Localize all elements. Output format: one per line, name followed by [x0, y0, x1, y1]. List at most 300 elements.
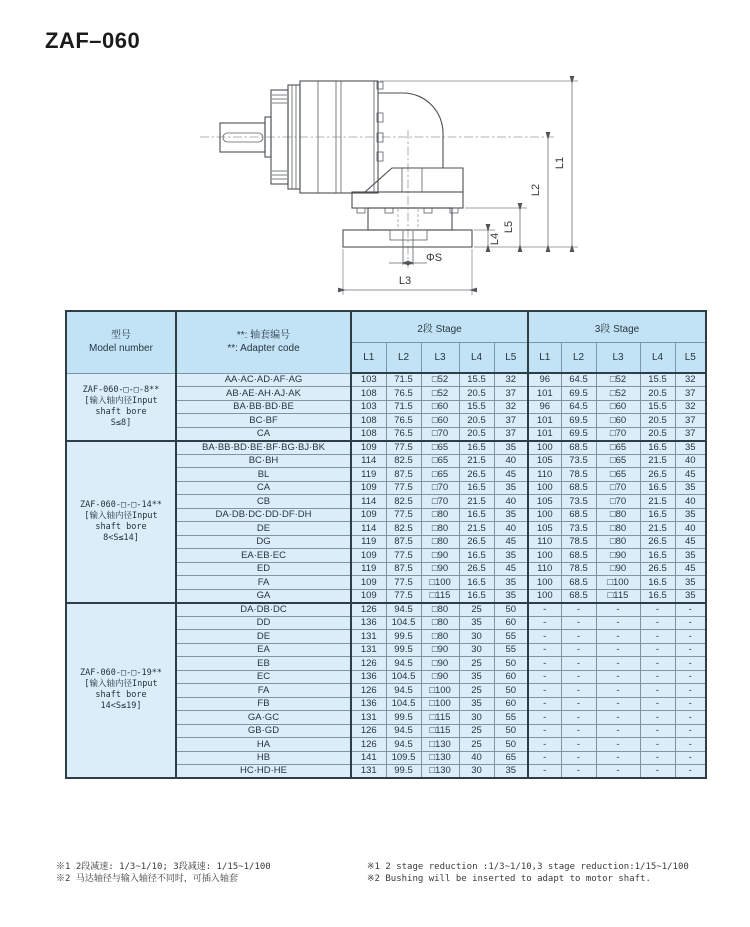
adapter-code-cell: BA·BB·BD·BE	[176, 400, 351, 414]
dim-value-cell: 21.5	[459, 454, 494, 468]
dim-value-cell: □80	[421, 630, 459, 644]
dim-value-cell: -	[675, 738, 706, 752]
dim-value-cell: 50	[494, 603, 528, 617]
dimension-l5	[503, 210, 520, 245]
dim-value-cell: 20.5	[459, 387, 494, 401]
dim-value-cell: 82.5	[386, 495, 421, 509]
dim-value-cell: □80	[421, 603, 459, 617]
dim-value-cell: 131	[351, 711, 386, 725]
adapter-code-cell: AB·AE·AH·AJ·AK	[176, 387, 351, 401]
dimension-table	[65, 310, 707, 779]
dim-value-cell: 68.5	[561, 481, 596, 495]
dim-value-cell: 55	[494, 630, 528, 644]
dim-value-cell: 73.5	[561, 454, 596, 468]
dim-value-cell: -	[561, 684, 596, 698]
dim-value-cell: -	[640, 670, 675, 684]
dimension-phi-s	[389, 252, 442, 264]
dim-value-cell: -	[596, 751, 640, 765]
adapter-code-cell: CB	[176, 495, 351, 509]
plate-tabs	[357, 208, 458, 213]
dim-value-cell: -	[675, 765, 706, 779]
dim-value-cell: □60	[421, 414, 459, 428]
header-dim: L3	[421, 343, 459, 374]
dim-value-cell: 69.5	[561, 427, 596, 441]
model-number-cell: ZAF-060-□-□-14** [输入轴内径Input shaft bore 8<S≤14]	[66, 441, 176, 603]
dim-value-cell: 96	[528, 373, 561, 387]
dim-value-cell: 131	[351, 643, 386, 657]
dim-value-cell: 99.5	[386, 630, 421, 644]
dim-value-cell: 21.5	[640, 522, 675, 536]
dim-value-cell: □130	[421, 765, 459, 779]
dim-value-cell: -	[561, 751, 596, 765]
adapter-code-cell: DE	[176, 522, 351, 536]
dim-value-cell: □115	[596, 589, 640, 603]
dim-value-cell: 35	[494, 441, 528, 455]
dim-value-cell: □65	[596, 441, 640, 455]
header-stage2: 2段 Stage	[351, 311, 528, 343]
dim-value-cell: 30	[459, 711, 494, 725]
dim-value-cell: 126	[351, 738, 386, 752]
dim-value-cell: -	[596, 711, 640, 725]
dim-value-cell: 105	[528, 454, 561, 468]
dim-value-cell: 32	[494, 400, 528, 414]
dim-value-cell: 16.5	[640, 508, 675, 522]
dim-value-cell: □115	[421, 589, 459, 603]
dim-value-cell: 99.5	[386, 765, 421, 779]
dim-value-cell: □90	[421, 549, 459, 563]
dim-value-cell: 78.5	[561, 468, 596, 482]
dim-value-cell: 15.5	[640, 373, 675, 387]
dim-value-cell: 15.5	[640, 400, 675, 414]
dim-value-cell: 16.5	[640, 576, 675, 590]
dim-value-cell: -	[561, 603, 596, 617]
dim-value-cell: □80	[421, 616, 459, 630]
dim-value-cell: -	[596, 616, 640, 630]
header-adapter	[176, 311, 351, 373]
dim-value-cell: 77.5	[386, 508, 421, 522]
dim-value-cell: 16.5	[459, 481, 494, 495]
model-number-cell: ZAF-060-□-□-8** [输入轴内径Input shaft bore S≤8]	[66, 373, 176, 441]
dim-value-cell: 21.5	[459, 522, 494, 536]
dim-value-cell: □90	[421, 670, 459, 684]
dimension-l4	[488, 231, 501, 245]
dimension-l3	[345, 275, 470, 290]
adapter-code-cell: FA	[176, 684, 351, 698]
dim-value-cell: 77.5	[386, 549, 421, 563]
adapter-code-cell: AA·AC·AD·AF·AG	[176, 373, 351, 387]
dim-value-cell: □80	[421, 535, 459, 549]
table-row	[66, 441, 706, 455]
dim-value-cell: 100	[528, 576, 561, 590]
dim-value-cell: □100	[421, 697, 459, 711]
header-adapter-en: **: Adapter code	[227, 343, 300, 355]
adapter-code-cell: GA	[176, 589, 351, 603]
dim-value-cell: -	[640, 751, 675, 765]
dim-value-cell: 55	[494, 643, 528, 657]
dim-value-cell: 30	[459, 630, 494, 644]
dim-value-cell: □115	[421, 724, 459, 738]
dim-value-cell: -	[528, 630, 561, 644]
dim-value-cell: 77.5	[386, 441, 421, 455]
dim-value-cell: -	[561, 616, 596, 630]
dim-value-cell: 35	[494, 508, 528, 522]
adapter-code-cell: GA·GC	[176, 711, 351, 725]
header-model	[66, 311, 176, 373]
dim-value-cell: □115	[421, 711, 459, 725]
dim-value-cell: -	[528, 670, 561, 684]
dim-value-cell: 109.5	[386, 751, 421, 765]
dim-value-cell: □80	[596, 522, 640, 536]
dim-value-cell: -	[596, 684, 640, 698]
dim-value-cell: □70	[421, 495, 459, 509]
dim-value-cell: 64.5	[561, 400, 596, 414]
dim-value-cell: □65	[421, 468, 459, 482]
dim-value-cell: -	[675, 630, 706, 644]
dim-value-cell: 40	[675, 495, 706, 509]
dim-value-cell: 104.5	[386, 670, 421, 684]
dim-value-cell: □80	[421, 522, 459, 536]
dim-value-cell: -	[596, 603, 640, 617]
adapter-code-cell: HC·HD·HE	[176, 765, 351, 779]
dim-value-cell: 40	[459, 751, 494, 765]
dim-value-cell: -	[640, 697, 675, 711]
header-dim: L5	[494, 343, 528, 374]
dim-value-cell: -	[528, 616, 561, 630]
dim-value-cell: 109	[351, 549, 386, 563]
dim-value-cell: 26.5	[459, 562, 494, 576]
header-dim: L5	[675, 343, 706, 374]
dim-value-cell: 45	[494, 535, 528, 549]
dim-value-cell: 126	[351, 684, 386, 698]
dim-value-cell: 37	[675, 427, 706, 441]
dim-value-cell: □60	[421, 400, 459, 414]
output-neck	[368, 208, 452, 230]
dim-value-cell: □70	[421, 427, 459, 441]
dim-value-cell: 99.5	[386, 643, 421, 657]
dim-label-l3: L3	[398, 275, 412, 287]
dim-value-cell: 55	[494, 711, 528, 725]
dim-value-cell: -	[596, 630, 640, 644]
dim-value-cell: -	[561, 643, 596, 657]
dim-value-cell: □52	[421, 387, 459, 401]
dim-value-cell: -	[675, 670, 706, 684]
dim-value-cell: 94.5	[386, 657, 421, 671]
dim-value-cell: 35	[494, 765, 528, 779]
dim-value-cell: 35	[494, 549, 528, 563]
dim-value-cell: 103	[351, 400, 386, 414]
dim-value-cell: □60	[596, 400, 640, 414]
dim-value-cell: -	[528, 643, 561, 657]
dim-value-cell: □100	[596, 576, 640, 590]
dim-value-cell: 40	[494, 522, 528, 536]
dim-value-cell: -	[640, 765, 675, 779]
dim-value-cell: -	[561, 697, 596, 711]
dim-value-cell: 16.5	[640, 589, 675, 603]
dim-value-cell: 60	[494, 697, 528, 711]
dim-value-cell: 21.5	[640, 495, 675, 509]
dim-value-cell: 77.5	[386, 576, 421, 590]
dim-value-cell: -	[675, 724, 706, 738]
dim-value-cell: 40	[675, 454, 706, 468]
dim-value-cell: 82.5	[386, 454, 421, 468]
dim-value-cell: 20.5	[640, 414, 675, 428]
dim-value-cell: 26.5	[640, 535, 675, 549]
dim-value-cell: 101	[528, 414, 561, 428]
dim-value-cell: 40	[675, 522, 706, 536]
dim-value-cell: □90	[421, 562, 459, 576]
adapter-code-cell: CA	[176, 427, 351, 441]
dim-value-cell: 26.5	[640, 562, 675, 576]
dim-value-cell: 15.5	[459, 400, 494, 414]
dim-value-cell: 35	[494, 589, 528, 603]
dim-value-cell: 30	[459, 765, 494, 779]
dim-value-cell: 136	[351, 616, 386, 630]
dim-value-cell: 110	[528, 468, 561, 482]
dim-value-cell: -	[640, 643, 675, 657]
dim-value-cell: 101	[528, 387, 561, 401]
dim-value-cell: 45	[675, 468, 706, 482]
dim-value-cell: 110	[528, 535, 561, 549]
dim-value-cell: □52	[421, 373, 459, 387]
adapter-code-cell: CA	[176, 481, 351, 495]
dim-label-l1: L1	[554, 156, 566, 170]
dim-value-cell: 105	[528, 495, 561, 509]
dim-value-cell: -	[596, 670, 640, 684]
dim-value-cell: -	[640, 724, 675, 738]
dim-value-cell: 37	[675, 414, 706, 428]
dim-value-cell: 15.5	[459, 373, 494, 387]
dim-value-cell: 16.5	[640, 549, 675, 563]
adapter-code-cell: EB	[176, 657, 351, 671]
dim-value-cell: 32	[494, 373, 528, 387]
dim-value-cell: 119	[351, 562, 386, 576]
dim-value-cell: 40	[494, 495, 528, 509]
dim-value-cell: 37	[494, 387, 528, 401]
dim-value-cell: 37	[494, 414, 528, 428]
dim-value-cell: 35	[494, 481, 528, 495]
dim-value-cell: 26.5	[459, 468, 494, 482]
dim-value-cell: 87.5	[386, 468, 421, 482]
adapter-code-cell: FB	[176, 697, 351, 711]
dim-value-cell: 104.5	[386, 697, 421, 711]
dim-value-cell: 126	[351, 657, 386, 671]
adapter-code-cell: HA	[176, 738, 351, 752]
header-adapter-zh: **: 轴套编号	[236, 330, 291, 342]
dim-value-cell: 105	[528, 522, 561, 536]
dim-value-cell: 94.5	[386, 738, 421, 752]
dim-value-cell: 77.5	[386, 589, 421, 603]
input-shaft	[220, 123, 265, 152]
dim-value-cell: 82.5	[386, 522, 421, 536]
dim-value-cell: -	[528, 751, 561, 765]
dim-value-cell: 60	[494, 670, 528, 684]
dim-value-cell: 50	[494, 724, 528, 738]
adapter-code-cell: FA	[176, 576, 351, 590]
dim-value-cell: 119	[351, 535, 386, 549]
dim-value-cell: -	[561, 765, 596, 779]
adapter-code-cell: DE	[176, 630, 351, 644]
dim-value-cell: 69.5	[561, 387, 596, 401]
dim-value-cell: 45	[494, 468, 528, 482]
dim-value-cell: 35	[459, 616, 494, 630]
dim-value-cell: □80	[421, 508, 459, 522]
dim-value-cell: □80	[596, 508, 640, 522]
dim-value-cell: 37	[494, 427, 528, 441]
dim-value-cell: □65	[421, 454, 459, 468]
header-stage3: 3段 Stage	[528, 311, 706, 343]
dim-value-cell: -	[528, 724, 561, 738]
dim-value-cell: 35	[494, 576, 528, 590]
dim-value-cell: -	[675, 697, 706, 711]
dim-value-cell: 73.5	[561, 522, 596, 536]
dim-value-cell: 99.5	[386, 711, 421, 725]
dim-value-cell: 109	[351, 481, 386, 495]
dim-label-l2: L2	[530, 183, 542, 197]
dim-value-cell: -	[675, 657, 706, 671]
adapter-code-cell: EA	[176, 643, 351, 657]
dim-value-cell: -	[640, 616, 675, 630]
dim-value-cell: 20.5	[640, 387, 675, 401]
output-boss	[390, 230, 427, 240]
adapter-code-cell: BC·BF	[176, 414, 351, 428]
dim-value-cell: 35	[675, 508, 706, 522]
dim-value-cell: 20.5	[640, 427, 675, 441]
adapter-code-cell: DD	[176, 616, 351, 630]
dim-value-cell: 69.5	[561, 414, 596, 428]
dim-value-cell: 76.5	[386, 427, 421, 441]
dim-value-cell: 45	[494, 562, 528, 576]
dim-value-cell: 32	[675, 373, 706, 387]
adapter-code-cell: BC·BH	[176, 454, 351, 468]
dim-value-cell: 100	[528, 481, 561, 495]
dim-value-cell: 94.5	[386, 603, 421, 617]
dim-label-phi-s: ΦS	[426, 252, 443, 264]
dim-value-cell: -	[596, 697, 640, 711]
dim-value-cell: □100	[421, 684, 459, 698]
dim-value-cell: 68.5	[561, 589, 596, 603]
dim-value-cell: 25	[459, 603, 494, 617]
dim-value-cell: 50	[494, 684, 528, 698]
dim-value-cell: □65	[596, 454, 640, 468]
dim-label-l4: L4	[489, 232, 501, 246]
head-base	[365, 168, 463, 192]
dim-value-cell: 35	[675, 549, 706, 563]
dim-value-cell: -	[675, 751, 706, 765]
dim-value-cell: 126	[351, 603, 386, 617]
dim-value-cell: -	[596, 765, 640, 779]
dim-value-cell: -	[675, 711, 706, 725]
dim-value-cell: 50	[494, 738, 528, 752]
footnote-zh-1: ※1 2段减速: 1/3~1/10; 3段减速: 1/15~1/100	[56, 862, 271, 872]
dim-value-cell: 126	[351, 724, 386, 738]
dim-value-cell: 20.5	[459, 427, 494, 441]
gearbox-side-view	[220, 81, 472, 265]
header-dim: L1	[528, 343, 561, 374]
dim-value-cell: 114	[351, 454, 386, 468]
dim-value-cell: 87.5	[386, 535, 421, 549]
dim-value-cell: 20.5	[459, 414, 494, 428]
dim-value-cell: 30	[459, 643, 494, 657]
dim-value-cell: 60	[494, 616, 528, 630]
dim-value-cell: 71.5	[386, 373, 421, 387]
dim-value-cell: 16.5	[459, 549, 494, 563]
footnote-en-1: ※1 2 stage reduction :1/3~1/10,3 stage reduction:1/15~1/100	[367, 862, 689, 872]
model-number-cell: ZAF-060-□-□-19** [输入轴内径Input shaft bore 14<S≤19]	[66, 603, 176, 779]
dim-value-cell: 25	[459, 724, 494, 738]
dim-value-cell: □65	[421, 441, 459, 455]
dim-value-cell: -	[640, 684, 675, 698]
adapter-code-cell: DG	[176, 535, 351, 549]
adapter-code-cell: GB·GD	[176, 724, 351, 738]
dim-value-cell: -	[561, 670, 596, 684]
table-row	[66, 603, 706, 617]
dim-value-cell: □52	[596, 387, 640, 401]
dim-label-l5: L5	[503, 220, 515, 234]
dim-value-cell: 21.5	[640, 454, 675, 468]
dim-value-cell: 35	[459, 697, 494, 711]
dim-value-cell: 16.5	[459, 589, 494, 603]
adapter-code-cell: BA·BB·BD·BE·BF·BG·BJ·BK	[176, 441, 351, 455]
dim-value-cell: -	[596, 724, 640, 738]
header-dim: L4	[459, 343, 494, 374]
technical-drawing	[0, 0, 750, 310]
dim-value-cell: □130	[421, 738, 459, 752]
dim-value-cell: 35	[675, 441, 706, 455]
dim-value-cell: 101	[528, 427, 561, 441]
dim-value-cell: -	[528, 684, 561, 698]
dim-value-cell: 104.5	[386, 616, 421, 630]
dim-value-cell: 108	[351, 387, 386, 401]
dim-value-cell: 16.5	[640, 481, 675, 495]
dim-value-cell: 94.5	[386, 684, 421, 698]
adapter-code-cell: EC	[176, 670, 351, 684]
dim-value-cell: □65	[596, 468, 640, 482]
dim-value-cell: □70	[596, 427, 640, 441]
adapter-code-cell: ED	[176, 562, 351, 576]
header-dim: L2	[386, 343, 421, 374]
dim-value-cell: -	[528, 765, 561, 779]
dim-value-cell: 78.5	[561, 535, 596, 549]
dim-value-cell: -	[561, 738, 596, 752]
dim-value-cell: 73.5	[561, 495, 596, 509]
dim-value-cell: 108	[351, 414, 386, 428]
dim-value-cell: 45	[675, 562, 706, 576]
dim-value-cell: 100	[528, 549, 561, 563]
dim-value-cell: □100	[421, 576, 459, 590]
dim-value-cell: 141	[351, 751, 386, 765]
dim-value-cell: 108	[351, 427, 386, 441]
dim-value-cell: 68.5	[561, 576, 596, 590]
elbow-head	[378, 93, 443, 168]
dim-value-cell: -	[640, 603, 675, 617]
header-dim: L1	[351, 343, 386, 374]
dim-value-cell: 25	[459, 738, 494, 752]
dim-value-cell: 78.5	[561, 562, 596, 576]
page-title: ZAF–060	[45, 28, 141, 53]
dim-value-cell: 71.5	[386, 400, 421, 414]
dim-value-cell: -	[675, 603, 706, 617]
dim-value-cell: 16.5	[459, 441, 494, 455]
upper-plate	[352, 192, 463, 208]
dim-value-cell: □70	[596, 495, 640, 509]
adapter-code-cell: BL	[176, 468, 351, 482]
dim-value-cell: 114	[351, 495, 386, 509]
footnotes-en	[367, 862, 716, 885]
dim-value-cell: 100	[528, 508, 561, 522]
dim-value-cell: □90	[421, 657, 459, 671]
dim-value-cell: 26.5	[640, 468, 675, 482]
dimension-l2	[530, 139, 548, 245]
